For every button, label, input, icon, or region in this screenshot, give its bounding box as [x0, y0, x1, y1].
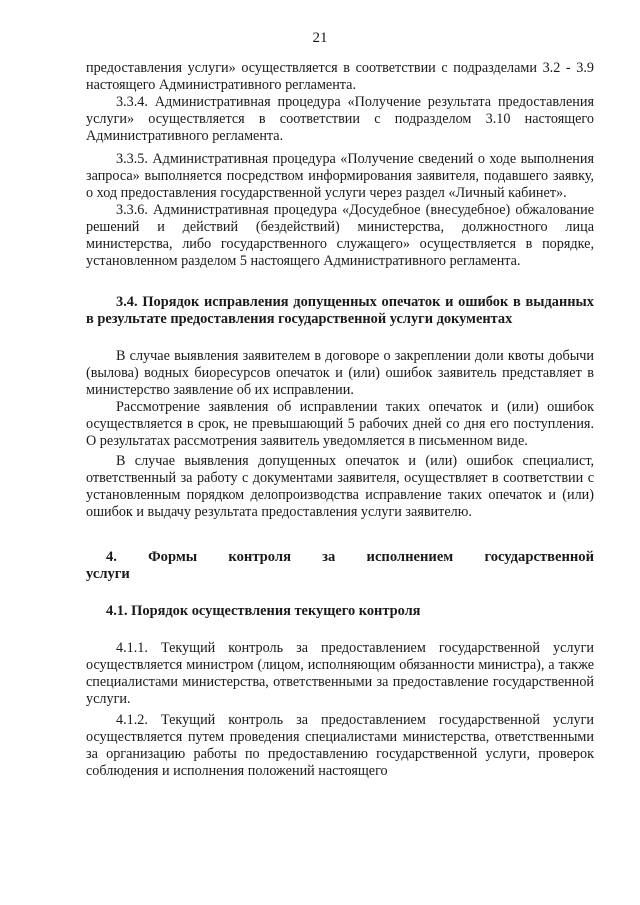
- section-4-heading: 4. Формы контроля за исполнением государственной услуги: [86, 549, 594, 582]
- section-3-4-heading: 3.4. Порядок исправления допущенных опечаток и ошибок в выданных в результате предоставления государственной услуги документах: [86, 294, 594, 327]
- paragraph-3-3-4: 3.3.4. Административная процедура «Получение результата предоставления услуги» осуществляется в соответствии с подразделом 3.10 настоящего Административного регламента.: [86, 94, 594, 144]
- paragraph-3-4-2: Рассмотрение заявления об исправлении таких опечаток и (или) ошибок осуществляется в срок, не превышающий 5 рабочих дней со дня его поступления. О результатах рассмотрения заявитель уведомляется в письменном виде.: [86, 399, 594, 449]
- paragraph-3-4-1: В случае выявления заявителем в договоре о закреплении доли квоты добычи (вылова) водных биоресурсов опечаток и (или) ошибок заявитель представляет в министерство заявление об их исправлении.: [86, 348, 594, 398]
- page-content: [86, 60, 594, 780]
- paragraph-3-4-3: В случае выявления допущенных опечаток и (или) ошибок специалист, ответственный за работу с документами заявителя, осуществляет в соответствии с установленным порядком делопроизводства исправление таких опечаток и (или) ошибок и выдачу результата предоставления услуги заявителю.: [86, 453, 594, 520]
- paragraph-3-3-5: 3.3.5. Административная процедура «Получение сведений о ходе выполнения запроса» выполняется посредством информирования заявителя, подавшего заявку, о ход предоставления государственной услуги через раздел «Личный кабинет».: [86, 151, 594, 201]
- paragraph-3-3-6: 3.3.6. Административная процедура «Досудебное (внесудебное) обжалование решений и действий (бездействий) министерства, должностного лица министерства, либо государственного служащего» осуществляется в порядке, установленном разделом 5 настоящего Административного регламента.: [86, 202, 594, 269]
- page-number: 21: [312, 30, 328, 46]
- paragraph-4-1-1: 4.1.1. Текущий контроль за предоставлением государственной услуги осуществляется министром (лицом, исполняющим обязанности министра), а также специалистами министерства, ответственными за предоставление государственной услуги.: [86, 640, 594, 707]
- paragraph-4-1-2: 4.1.2. Текущий контроль за предоставлением государственной услуги осуществляется путем проведения специалистами министерства, ответственными за организацию работы по предоставлению государственной услуги, проверок соблюдения и исполнения положений настоящего: [86, 712, 594, 779]
- paragraph-continuation: предоставления услуги» осуществляется в соответствии с подразделами 3.2 - 3.9 настоящего Административного регламента.: [86, 60, 594, 93]
- section-4-1-heading: 4.1. Порядок осуществления текущего контроля: [106, 603, 421, 619]
